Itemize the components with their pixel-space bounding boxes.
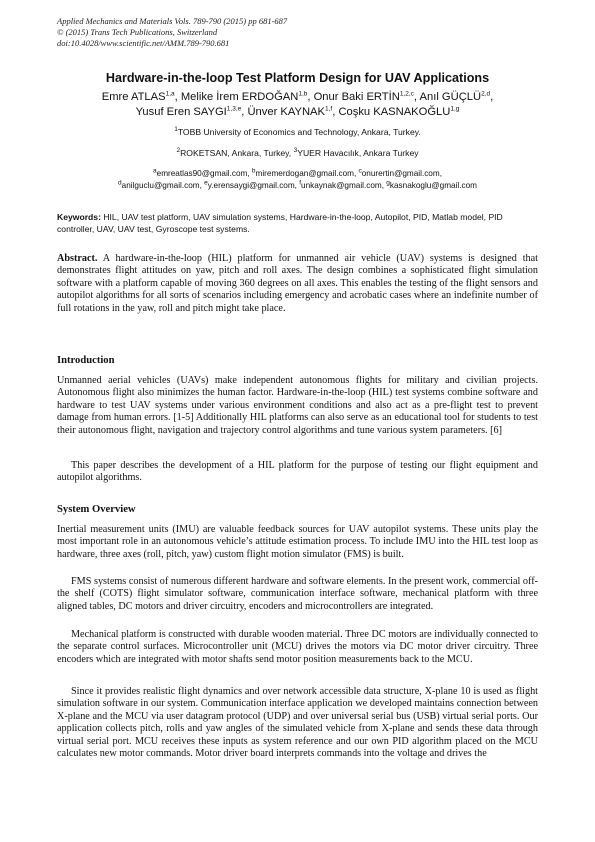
system-overview-paragraph-4: Since it provides realistic flight dynamics and over network accessible data structure, X-plane 10 is used as flight simulation software in our system. Communication interface application we developed maintains connection between X-plane and the MCU via user datagram protocol (UDP) and over universal serial bus (USB) virtual serial ports. Our application collects pitch, rolls and yaw angles of the simulated vehicle from X-plane and sends these data through virtual serial port. MCU receives these inputs as system reference and our own PID algorithm placed on the MCU calculates new motor commands. Motor driver board interprets commands into the voltage and drives the	[57, 686, 538, 760]
system-overview-paragraph-1: Inertial measurement units (IMU) are valuable feedback sources for UAV autopilot systems. These units play the most important role in an autonomous vehicle’s attitude estimation process. To include IMU into the HIL test loop as hardware, three axes (roll, pitch, yaw) custom flight motion simulator (FMS) is built.	[57, 524, 538, 560]
doi-line: doi:10.4028/www.scientific.net/AMM.789-790.681	[57, 38, 230, 48]
email-address: emreatlas90@gmail.com	[156, 169, 248, 178]
author-affil-sup: 1,g	[450, 105, 460, 113]
keywords-label: Keywords:	[57, 212, 101, 222]
keywords-block	[57, 211, 538, 236]
author-affil-sup: 1,2,c	[399, 90, 414, 98]
author-affil-sup: 1,f	[324, 105, 333, 113]
email-address: unkaynak@gmail.com	[301, 181, 382, 190]
author-name: Melike İrem ERDOĞAN	[180, 91, 299, 103]
author-affil-sup: 1,a	[165, 90, 175, 98]
email-sup: f	[299, 179, 302, 187]
affiliation-text: TOBB University of Economics and Technology, Ankara, Turkey.	[177, 127, 421, 137]
abstract-text: A hardware-in-the-loop (HIL) platform for unmanned air vehicle (UAV) systems is designed that demonstrates flight attitudes on yaw, pitch and roll axes. The design combines a sophisticated flight simulation software with a platform capable of moving 360 degrees on all axes. This enables the testing of the flight sensors and autopilot algorithms for all sorts of scenarios including emergency and acrobatic cases where an indefinite number of full rotations in the yaw, roll and pitch might take place.	[57, 253, 538, 314]
author-name: Coşku KASNAKOĞLU	[338, 106, 451, 118]
affiliation-2-3	[40, 148, 555, 159]
email-sup: b	[251, 167, 256, 175]
email-address: onurertin@gmail.com	[361, 169, 440, 178]
author-name: Yusuf Eren SAYGI	[135, 106, 227, 118]
author-name: Anıl GÜÇLÜ	[419, 91, 482, 103]
email-line: $^a$emreatlas90@gmail.com, $^b$miremerdogan@gmail.com, $^c$onurertin@gmail.com,	[153, 167, 442, 178]
affiliation-sup: 1	[174, 126, 178, 134]
author-line: Emre ATLAS$^{1,a}$, Melike İrem ERDOĞAN$^{1,b}$, Onur Baki ERTİN$^{1,2,c}$, Anıl GÜÇLÜ$^{2,d}$,	[101, 90, 494, 103]
introduction-paragraph-1: Unmanned aerial vehicles (UAVs) make independent autonomous flights for military and civilian projects. Autonomous flight also minimizes the human factor. Hardware-in-the-loop (HIL) test systems combine software and hardware to test UAV systems under various environment conditions and also act as a pre-flight test to prevent damage from human errors. [1-5] Additionally HIL platforms can also serve as an educational tool for students to test their autonomous flight, navigation and trajectory control algorithms and tune various system parameters. [6]	[57, 375, 538, 436]
email-sup: c	[358, 167, 362, 175]
email-address: anilguclu@gmail.com	[121, 181, 200, 190]
email-line: $^d$anilguclu@gmail.com, $^e$y.erensaygi@gmail.com, $^f$unkaynak@gmail.com, $^g$kasnakoglu@gmail.com	[118, 179, 477, 190]
introduction-paragraph-2: This paper describes the development of a HIL platform for the purpose of testing our flight equipment and autopilot algorithms.	[57, 460, 538, 484]
author-name: Emre ATLAS	[101, 91, 166, 103]
copyright-line: © (2015) Trans Tech Publications, Switzerland	[57, 27, 218, 37]
section-heading-system-overview: System Overview	[57, 504, 136, 515]
author-line: Yusuf Eren SAYGI$^{1,3,e}$, Ünver KAYNAK$^{1,f}$, Coşku KASNAKOĞLU$^{1,g}$	[135, 105, 460, 118]
email-address: kasnakoglu@gmail.com	[389, 181, 477, 190]
keywords-text: HIL, UAV test platform, UAV simulation systems, Hardware-in-the-loop, Autopilot, PID, Matlab model, PID controller, UAV, UAV test, Gyroscope test systems.	[57, 212, 503, 235]
section-heading-introduction: Introduction	[57, 355, 115, 366]
affiliation-sup: 2	[176, 147, 181, 155]
email-sup: a	[153, 167, 157, 175]
email-list	[40, 168, 555, 192]
paper-title: Hardware-in-the-loop Test Platform Design for UAV Applications	[105, 71, 490, 85]
email-address: y.erensaygi@gmail.com	[207, 181, 295, 190]
abstract-block	[57, 253, 538, 315]
affiliation-1	[40, 127, 555, 138]
author-name: Onur Baki ERTİN	[313, 91, 400, 103]
author-name: Ünver KAYNAK	[247, 106, 325, 118]
author-affil-sup: 2,d	[481, 90, 491, 98]
journal-header	[57, 16, 287, 49]
abstract-label: Abstract.	[57, 253, 98, 264]
affiliation-text: YUER Havacılık, Ankara Turkey	[297, 148, 419, 158]
affiliation-sup: 3	[293, 147, 298, 155]
email-sup: d	[118, 179, 122, 187]
system-overview-paragraph-2: FMS systems consist of numerous different hardware and software elements. In the present work, commercial off-the shelf (COTS) flight simulator software, communication interface software, mechanical platform with three aligned tables, DC motors and driver circuitry, encoders and microcontrollers are integrated.	[57, 576, 538, 612]
author-affil-sup: 1,b	[298, 90, 308, 98]
affiliation-text: ROKETSAN, Ankara, Turkey,	[180, 148, 294, 158]
email-address: miremerdogan@gmail.com	[255, 169, 354, 178]
author-list	[40, 90, 555, 120]
email-sup: g	[386, 179, 390, 187]
author-affil-sup: 1,3,e	[226, 105, 242, 113]
journal-citation: Applied Mechanics and Materials Vols. 789-790 (2015) pp 681-687	[57, 16, 288, 26]
system-overview-paragraph-3: Mechanical platform is constructed with durable wooden material. Three DC motors are individually connected to the separate control surfaces. Microcontroller unit (MCU) drives the motors via DC motor driver circuitry. Three encoders which are integrated with motor shafts send motor position measurements back to the MCU.	[57, 629, 538, 665]
email-sup: e	[204, 179, 208, 187]
